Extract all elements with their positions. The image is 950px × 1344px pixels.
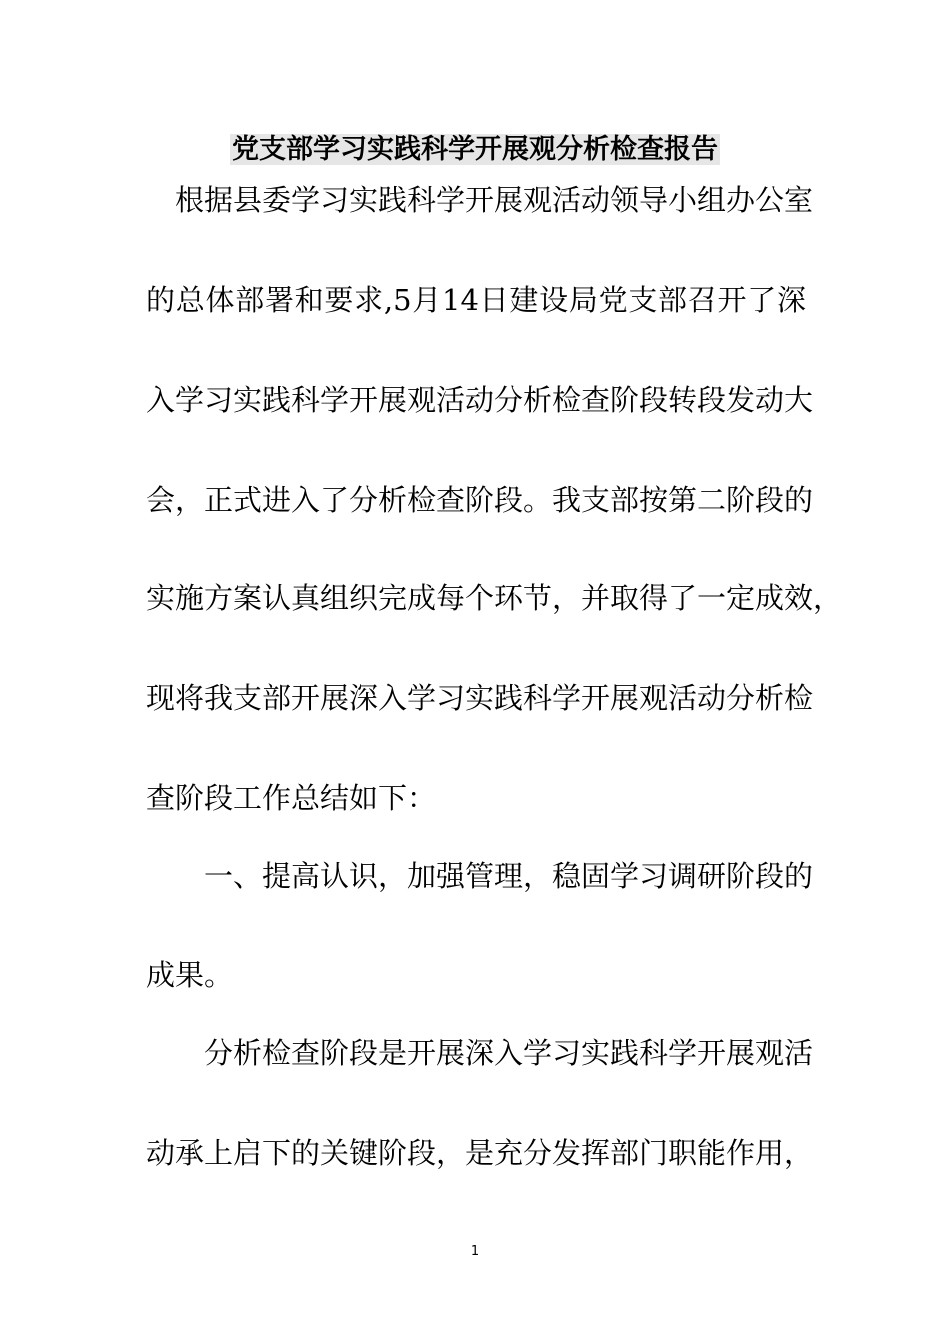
section-heading-line-1: 一、提高认识，加强管理，稳固学习调研阶段的 [204,859,814,893]
paragraph-line-5: 实施方案认真组织完成每个环节，并取得了一定成效， [146,581,843,615]
paragraph-line-1: 根据县委学习实践科学开展观活动领导小组办公室 [175,183,814,217]
section-heading-line-2: 成果。 [146,958,234,992]
document-title [0,128,950,172]
paragraph-line-3: 入学习实践科学开展观活动分析检查阶段转段发动大 [146,383,814,417]
paragraph-line-4: 会，正式进入了分析检查阶段。我支部按第二阶段的 [146,483,814,517]
paragraph-line-9: 动承上启下的关键阶段，是充分发挥部门职能作用， [146,1136,814,1170]
paragraph-line-8: 分析检查阶段是开展深入学习实践科学开展观活 [204,1036,814,1070]
document-title-text: 党支部学习实践科学开展观分析检查报告 [232,134,718,165]
paragraph-line-7: 查阶段工作总结如下： [146,781,437,815]
paragraph-line-6: 现将我支部开展深入学习实践科学开展观活动分析检 [146,681,814,715]
paragraph-line-2: 的总体部署和要求,5月14日建设局党支部召开了深 [146,283,806,317]
page-number: 1 [470,1244,480,1259]
